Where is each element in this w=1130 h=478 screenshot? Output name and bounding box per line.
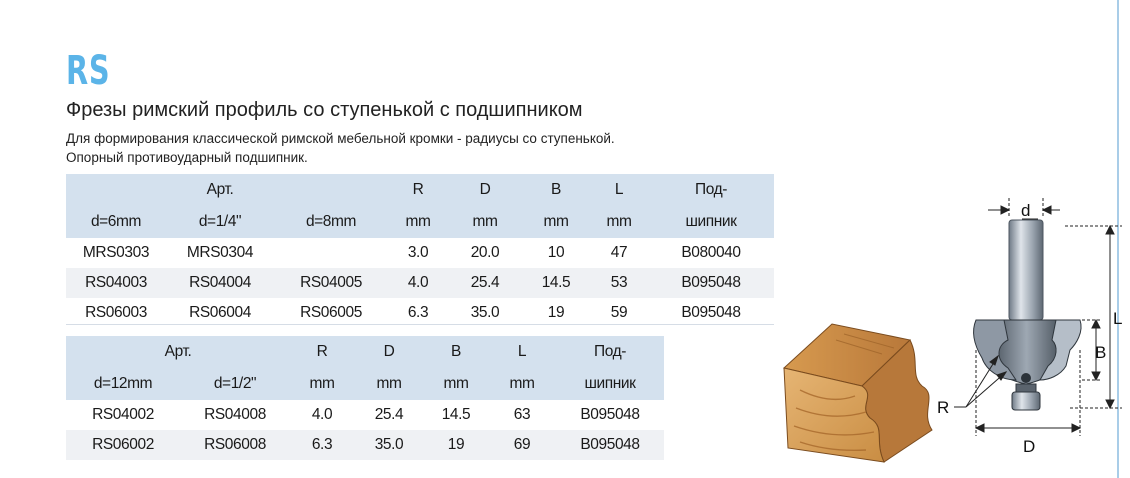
table-cell: B095048 [681,304,741,321]
subheader-cell: d=6mm [66,206,166,238]
header-l: L [488,336,556,368]
table-cell: RS04008 [204,406,266,423]
table-cell: RS06002 [66,430,180,460]
router-bit-drawing [770,190,1130,470]
header-l: L [590,174,648,206]
table-cell: 35.0 [354,430,424,460]
header-d: D [354,336,424,368]
subheader-cell: mm [522,206,590,238]
spec-table-small-shank [66,174,774,328]
table-cell: RS04005 [274,268,388,298]
table-cell: 6.3 [290,430,354,460]
table-cell: MRS0304 [186,244,254,261]
header-d: D [448,174,522,206]
header-art: Арт. [66,336,290,368]
description-line-1: Для формирования классической римской мебельной кромки - радиусы со ступенькой. [66,131,615,146]
subheader-cell: d=12mm [66,368,180,400]
header-r: R [290,336,354,368]
table-cell: RS04004 [166,268,274,298]
table-cell: RS06008 [180,430,290,460]
header-bearing: Под- [648,174,774,206]
table-cell: B095048 [556,430,664,460]
table-subheader-row [66,368,664,400]
subheader-cell: mm [354,368,424,400]
table-cell: 20.0 [470,244,500,261]
header-r: R [388,174,448,206]
router-bit-image [974,220,1082,410]
header-art: Арт. [166,174,274,206]
table-cell: MRS0303 [82,244,150,261]
table-cell: RS04002 [92,406,154,423]
label-b: B [1095,343,1107,362]
subheader-cell: шипник [556,368,664,400]
wood-sample-image [784,324,932,462]
table-cell: 35.0 [470,304,500,321]
table-cell: RS06004 [189,304,251,321]
table-cell: 25.4 [448,268,522,298]
subheader-cell: mm [590,206,648,238]
table-cell: 25.4 [374,406,404,423]
table-cell: RS06005 [300,304,362,321]
table-cell: 3.0 [407,244,429,261]
table-cell: 10 [547,244,565,261]
subheader-cell: mm [290,368,354,400]
table-cell: 4.0 [388,268,448,298]
table-cell: B095048 [580,406,640,423]
subheader-cell: mm [388,206,448,238]
table-cell: 4.0 [311,406,333,423]
table-cell: B080040 [681,244,741,261]
table-cell: RS04003 [66,268,166,298]
header-bearing: Под- [556,336,664,368]
table-cell: 63 [513,406,531,423]
series-logo: RS [66,48,111,94]
table-cell: 53 [590,268,648,298]
table-cell: 14.5 [441,406,471,423]
table-subheader-row [66,206,774,238]
subheader-cell: d=8mm [274,206,388,238]
label-l: L [1113,309,1123,328]
table-header-row [66,336,664,368]
label-diameter-d: D [1023,437,1036,456]
page-title: Фрезы римский профиль со ступенькой с подшипником [66,99,583,121]
table-cell [274,238,388,268]
subheader-cell: шипник [648,206,774,238]
header-b: B [424,336,488,368]
spec-table-large-shank [66,336,664,460]
table-header-row [66,174,774,206]
subheader-cell: d=1/2" [180,368,290,400]
subheader-cell: mm [424,368,488,400]
subheader-cell: mm [448,206,522,238]
table-cell: 59 [610,304,628,321]
table-cell: 6.3 [407,304,429,321]
label-shank-d: d [1021,201,1031,220]
table-bottom-rule [66,324,774,325]
table-cell: 47 [610,244,628,261]
table-row [66,268,774,298]
table-cell: RS06003 [85,304,147,321]
subheader-cell: d=1/4" [166,206,274,238]
table-row [66,238,774,268]
subheader-cell: mm [488,368,556,400]
table-cell: 14.5 [522,268,590,298]
header-b: B [522,174,590,206]
table-row [66,400,664,430]
table-cell: 19 [547,304,565,321]
label-r: R [937,398,950,417]
table-cell: B095048 [648,268,774,298]
table-cell: 19 [424,430,488,460]
table-cell: 69 [488,430,556,460]
description-line-2: Опорный противоударный подшипник. [66,150,308,165]
table-row [66,430,664,460]
